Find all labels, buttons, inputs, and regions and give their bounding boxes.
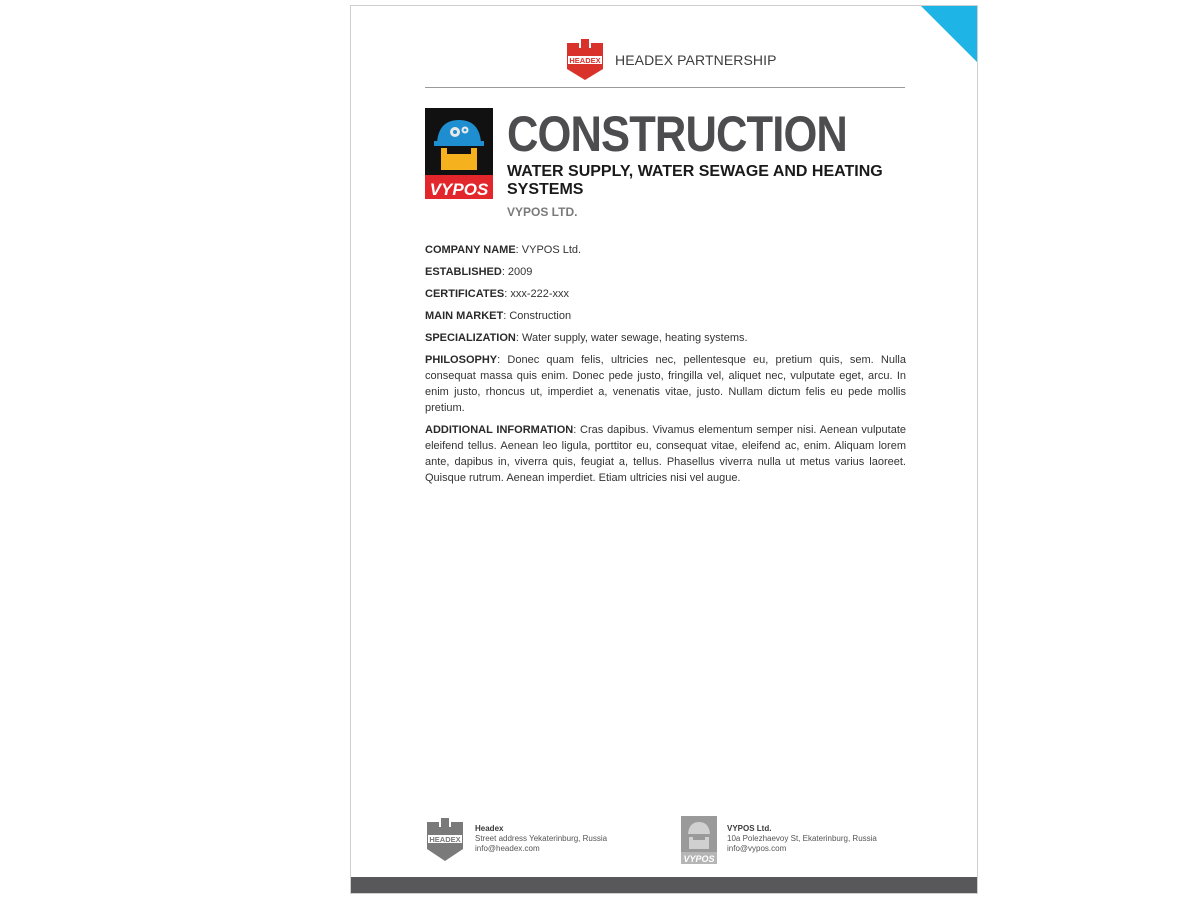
header-divider	[425, 87, 905, 88]
headex-footer-logo-text: HEADEX	[429, 835, 461, 844]
vypos-footer-address: 10a Polezhaevoy St, Ekaterinburg, Russia	[727, 834, 877, 843]
headex-footer-name: Headex	[475, 824, 504, 833]
vypos-footer-email[interactable]: info@vypos.com	[727, 844, 787, 853]
field-main-market: MAIN MARKET: Construction	[425, 310, 572, 322]
title-block	[507, 108, 917, 219]
vypos-footer-logo	[681, 816, 717, 864]
vypos-logo	[425, 108, 493, 199]
vypos-footer-logo-text: VYPOS	[683, 854, 715, 864]
headex-logo	[565, 39, 605, 81]
field-additional-information: ADDITIONAL INFORMATION: Cras dapibus. Vivamus elementum semper nisi. Aenean vulputate eleifend tellus. Aenean leo ligula, porttitor eu, consequat vitae, eleifend ac, enim. Aliquam lorem ante, dapibus in, viverra quis, feugiat a, tellus. Phasellus viverra nulla ut metus varius laoreet. Quisque rutrum. Aenean imperdiet. Etiam ultricies nisi vel augue.	[425, 424, 906, 484]
header-title: HEADEX PARTNERSHIP	[615, 52, 777, 68]
headex-footer-email[interactable]: info@headex.com	[475, 844, 540, 853]
field-company-name: COMPANY NAME: VYPOS Ltd.	[425, 244, 582, 256]
headex-logo-text: HEADEX	[569, 56, 601, 65]
field-philosophy: PHILOSOPHY: Donec quam felis, ultricies nec, pellentesque eu, pretium quis, sem. Nulla consequat massa quis enim. Donec pede justo, fringilla vel, aliquet nec, vulputate eget, arcu. In enim justo, rhoncus ut, imperdiet a, venenatis vitae, justo. Nullam dictum felis eu pede mollis pretium.	[425, 354, 906, 414]
field-certificates: CERTIFICATES: xxx-222-xxx	[425, 288, 570, 300]
field-specialization: SPECIALIZATION: Water supply, water sewage, heating systems.	[425, 332, 748, 344]
company-details	[425, 242, 906, 492]
field-established: ESTABLISHED: 2009	[425, 266, 533, 278]
vypos-footer-name: VYPOS Ltd.	[727, 824, 772, 833]
bottom-bar	[351, 877, 977, 893]
footer-headex	[425, 816, 607, 862]
page-subtitle: WATER SUPPLY, WATER SEWAGE AND HEATING SYSTEMS	[507, 163, 883, 198]
headex-footer-logo	[425, 816, 465, 862]
company-name: VYPOS LTD.	[507, 205, 578, 219]
footer	[425, 816, 925, 868]
document-page	[350, 5, 978, 894]
header	[565, 38, 777, 82]
footer-vypos	[681, 816, 877, 864]
page-title: CONSTRUCTION	[507, 106, 847, 162]
corner-accent	[921, 6, 977, 62]
headex-footer-address: Street address Yekaterinburg, Russia	[475, 834, 608, 843]
vypos-logo-text: VYPOS	[429, 180, 489, 199]
